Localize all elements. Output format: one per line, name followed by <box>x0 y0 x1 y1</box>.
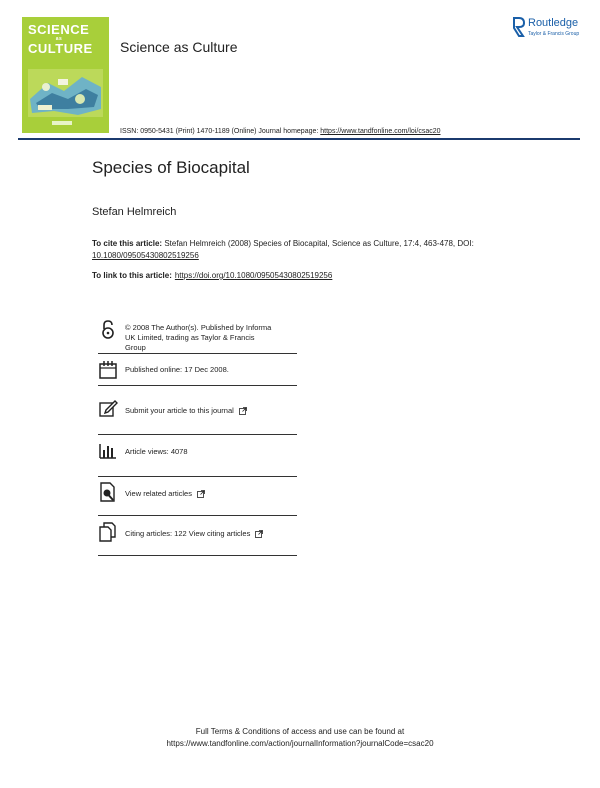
published-date: Published online: 17 Dec 2008. <box>125 365 229 374</box>
calendar-icon <box>98 360 118 380</box>
related-search-icon <box>98 482 118 502</box>
publisher-name: Routledge <box>528 17 579 29</box>
footer-terms <box>0 726 600 750</box>
article-title: Species of Biocapital <box>92 158 250 177</box>
external-link-icon <box>255 530 263 538</box>
external-link-icon <box>197 490 205 498</box>
routledge-r-icon <box>512 17 525 37</box>
article-author: Stefan Helmreich <box>92 206 177 218</box>
issn-text: ISSN: 0950-5431 (Print) 1470-1189 (Online) Journal homepage: <box>120 128 321 135</box>
divider <box>98 515 297 516</box>
citation-block <box>92 238 502 262</box>
open-access-lock-icon <box>98 320 118 340</box>
edit-pencil-icon <box>98 398 118 418</box>
cite-text: Stefan Helmreich (2008) Species of Biocapital, Science as Culture, 17:4, 463-478, DOI: <box>162 239 474 248</box>
cover-title: SCIENCE as CULTURE <box>28 22 93 56</box>
license-line-3: Group <box>125 343 146 352</box>
cover-logo <box>52 121 72 125</box>
publisher-logo <box>512 17 580 42</box>
bar-chart-icon <box>98 440 118 460</box>
citing-articles-link[interactable]: Citing articles: 122 View citing articles <box>125 529 251 538</box>
citing-documents-icon <box>98 522 118 542</box>
article-views: Article views: 4078 <box>125 447 188 456</box>
link-label: To link to this article: <box>92 271 172 280</box>
divider <box>98 353 297 354</box>
journal-cover-image <box>22 17 109 133</box>
journal-title: Science as Culture <box>120 39 238 55</box>
divider <box>98 434 297 435</box>
cover-illustration <box>28 69 103 117</box>
external-link-icon <box>239 407 247 415</box>
footer-terms-link[interactable]: https://www.tandfonline.com/action/journalInformation?journalCode=csac20 <box>166 739 434 748</box>
issn-line <box>120 128 441 135</box>
related-articles-link[interactable]: View related articles <box>125 489 192 498</box>
article-url-link[interactable]: https://doi.org/10.1080/09505430802519256 <box>174 271 333 280</box>
license-line-2: UK Limited, trading as Taylor & Francis <box>125 333 255 342</box>
publisher-subtitle: Taylor & Francis Group <box>528 31 580 37</box>
license-line-1: © 2008 The Author(s). Published by Informa <box>125 323 272 332</box>
footer-line-1: Full Terms & Conditions of access and use can be found at <box>195 727 405 736</box>
journal-homepage-link[interactable]: https://www.tandfonline.com/loi/csac20 <box>320 128 441 135</box>
doi-link[interactable]: 10.1080/09505430802519256 <box>92 251 199 260</box>
cite-label: To cite this article: <box>92 239 163 248</box>
divider <box>98 555 297 556</box>
link-line <box>92 271 332 280</box>
header-divider <box>18 138 580 140</box>
divider <box>98 476 297 477</box>
divider <box>98 385 297 386</box>
submit-link[interactable]: Submit your article to this journal <box>125 406 234 415</box>
